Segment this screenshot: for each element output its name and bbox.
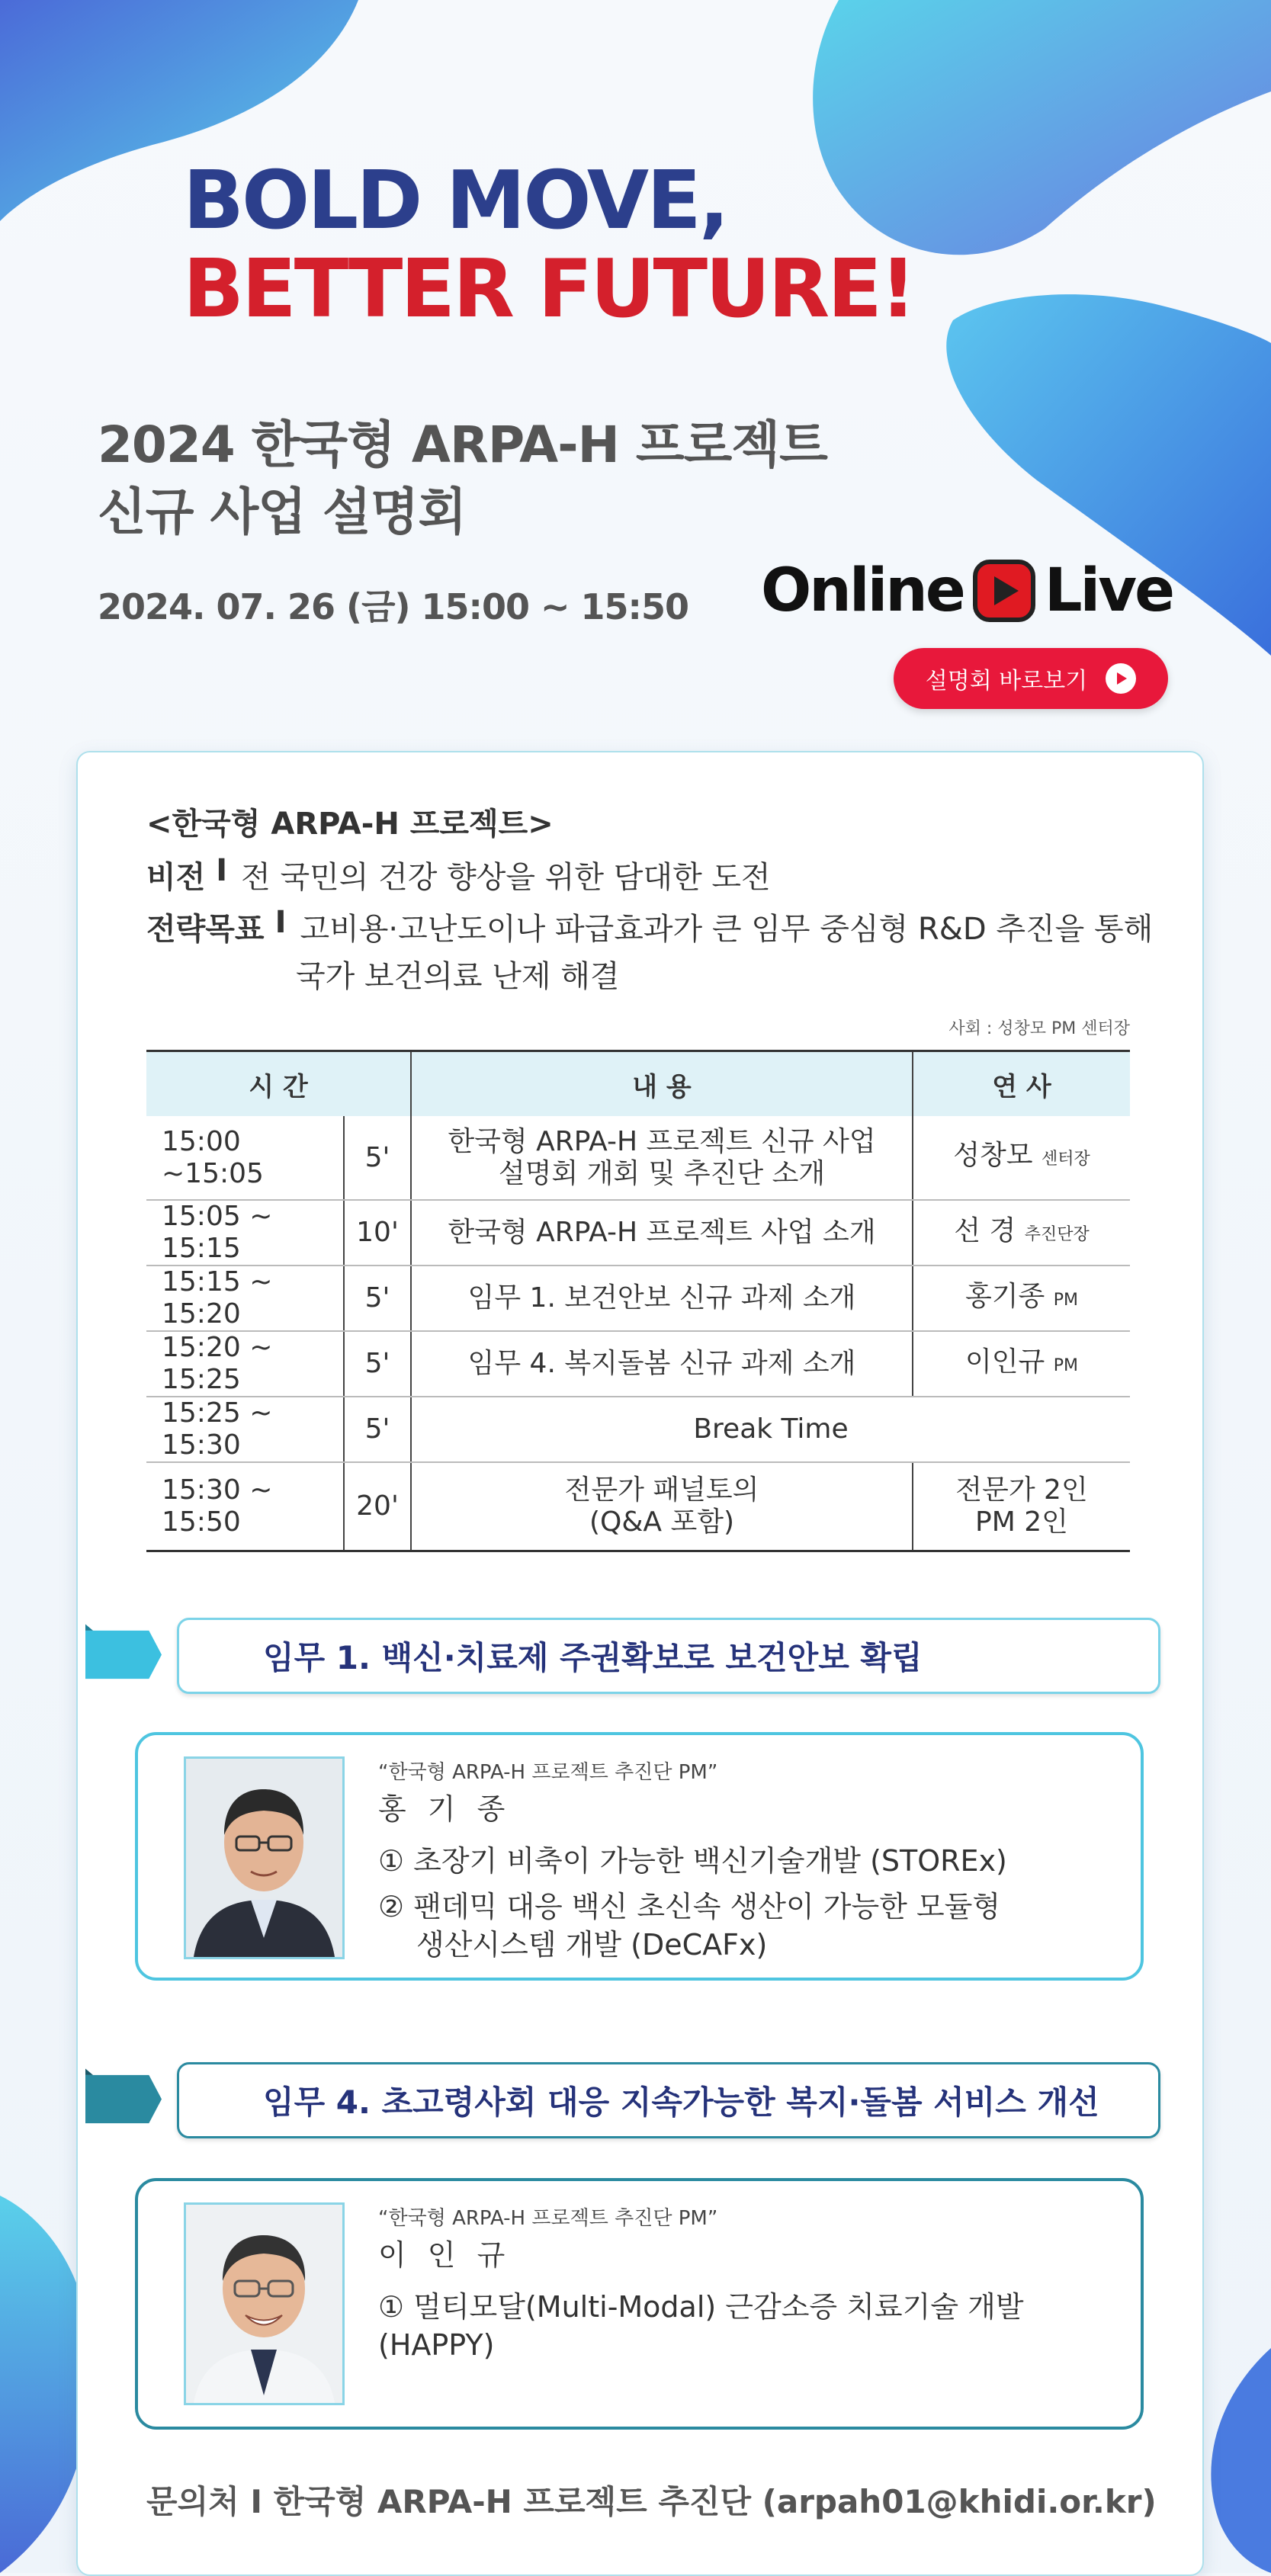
hero-line-2: BETTER FUTURE!: [183, 242, 914, 335]
event-title-line-2: 신규 사업 설명회: [98, 483, 467, 541]
row-speaker: [913, 1331, 1130, 1397]
row-time: 15:15 ~ 15:20: [146, 1266, 344, 1331]
table-row: [146, 1331, 1130, 1397]
goal-text-1: 고비용·고난도이나 파급효과가 큰 임무 중심형 R&D 추진을 통해: [300, 912, 1154, 947]
speaker-name: 성창모: [953, 1140, 1033, 1171]
row-content-break: Break Time: [411, 1397, 1130, 1462]
goal-label: 전략목표: [146, 912, 265, 947]
speaker-name: 이인규: [964, 1346, 1045, 1378]
speaker-title: PM: [1053, 1355, 1079, 1375]
play-icon: [1106, 663, 1136, 694]
row-content-line-2: 설명회 개회 및 추진단 소개: [498, 1157, 826, 1189]
person-photo-icon: [184, 2202, 345, 2405]
row-content: 임무 1. 보건안보 신규 과제 소개: [411, 1266, 913, 1331]
vision-text: 전 국민의 건강 향상을 위한 담대한 도전: [241, 860, 771, 895]
row-time: 15:20 ~ 15:25: [146, 1331, 344, 1397]
row-duration: 5': [344, 1331, 411, 1397]
pm-affiliation: “한국형 ARPA-H 프로젝트 추진단 PM”: [378, 1761, 718, 1784]
row-speaker: [913, 1200, 1130, 1266]
goal-text-2: 국가 보건의료 난제 해결: [296, 959, 620, 994]
banner-tab: [85, 2067, 162, 2128]
row-duration: 5': [344, 1266, 411, 1331]
hero-line-1: BOLD MOVE,: [183, 154, 727, 247]
info-card: [76, 751, 1204, 2576]
watch-briefing-button[interactable]: [894, 648, 1168, 709]
host-note: 사회 : 성창모 PM 센터장: [948, 1019, 1130, 1038]
pm-name: 이 인 규: [378, 2238, 512, 2272]
goal-row-2: [296, 952, 620, 996]
mission-4-banner: [93, 2062, 1099, 2138]
mission-1-title: 임무 1. 백신·치료제 주권확보로 보건안보 확립: [177, 1618, 1160, 1694]
hero-headline: [183, 156, 914, 333]
pm-affiliation: “한국형 ARPA-H 프로젝트 추진단 PM”: [378, 2207, 718, 2230]
goal-row: [146, 905, 1153, 948]
speaker-title: 센터장: [1042, 1150, 1090, 1169]
header-speaker: 연 사: [913, 1051, 1130, 1117]
row-content-line-2: (Q&A 포함): [589, 1506, 735, 1538]
vision-label: 비전: [146, 860, 206, 895]
row-time: 15:25 ~ 15:30: [146, 1397, 344, 1462]
row-speaker: [913, 1462, 1130, 1551]
row-content-line-1: 전문가 패널토의: [564, 1474, 759, 1506]
header-time: 시 간: [146, 1051, 411, 1117]
banner-tab: [85, 1622, 162, 1683]
row-duration: 20': [344, 1462, 411, 1551]
table-row: [146, 1266, 1130, 1331]
row-duration: 5': [344, 1116, 411, 1200]
event-date: 2024. 07. 26 (금) 15:00 ~ 15:50: [98, 586, 688, 627]
speaker-line-1: 전문가 2인: [955, 1474, 1088, 1506]
speaker-title: 추진단장: [1024, 1224, 1090, 1244]
person-photo-icon: [184, 1756, 345, 1959]
separator: I: [274, 905, 287, 940]
row-content: [411, 1116, 913, 1200]
row-speaker: [913, 1116, 1130, 1200]
youtube-play-icon: [973, 560, 1035, 622]
table-row: [146, 1462, 1130, 1551]
event-title: [98, 412, 827, 546]
event-title-line-1: 2024 한국형 ARPA-H 프로젝트: [98, 415, 827, 474]
row-content-line-1: 한국형 ARPA-H 프로젝트 신규 사업: [448, 1125, 876, 1157]
speaker-name: 선 경: [954, 1214, 1016, 1246]
speaker-name: 홍기종: [964, 1280, 1045, 1312]
table-row: [146, 1397, 1130, 1462]
row-duration: 10': [344, 1200, 411, 1266]
row-content: 임무 4. 복지돌봄 신규 과제 소개: [411, 1331, 913, 1397]
row-content: [411, 1462, 913, 1551]
row-speaker: [913, 1266, 1130, 1331]
mission-4-title: 임무 4. 초고령사회 대응 지속가능한 복지·돌봄 서비스 개선: [177, 2062, 1160, 2138]
table-row: [146, 1116, 1130, 1200]
pm-task-2: [378, 1888, 1000, 1964]
project-title: <한국형 ARPA-H 프로젝트>: [146, 807, 554, 842]
watch-briefing-label: 설명회 바로보기: [925, 668, 1088, 695]
vision-row: [146, 853, 771, 897]
separator: I: [216, 853, 228, 888]
row-duration: 5': [344, 1397, 411, 1462]
row-time: 15:30 ~ 15:50: [146, 1462, 344, 1551]
row-time: 15:05 ~ 15:15: [146, 1200, 344, 1266]
mission-1-banner: [93, 1618, 1084, 1694]
pm-task-1: ① 초장기 비축이 가능한 백신기술개발 (STOREx): [378, 1844, 1007, 1878]
pm-card-hong: [135, 1732, 1144, 1981]
online-live-logo: [761, 553, 1173, 629]
pm-task-2-line-1: ② 팬데믹 대응 백신 초신속 생산이 가능한 모듈형: [378, 1890, 1001, 1923]
table-header-row: [146, 1051, 1130, 1117]
live-text: Live: [1044, 557, 1173, 625]
pm-name: 홍 기 종: [378, 1792, 512, 1826]
table-row: [146, 1200, 1130, 1266]
speaker-line-2: PM 2인: [975, 1506, 1068, 1538]
pm-task-1: ① 멀티모달(Multi-Modal) 근감소증 치료기술 개발 (HAPPY): [378, 2290, 1024, 2362]
schedule-table: [146, 1050, 1130, 1552]
pm-card-lee: [135, 2178, 1144, 2430]
online-text: Online: [761, 557, 964, 625]
contact-info: 문의처 I 한국형 ARPA-H 프로젝트 추진단 (arpah01@khidi.or.kr): [146, 2483, 1157, 2520]
speaker-title: PM: [1053, 1290, 1079, 1310]
pm-task-2-line-2: 생산시스템 개발 (DeCAFx): [416, 1928, 768, 1962]
row-time: 15:00 ~15:05: [146, 1116, 344, 1200]
row-content: 한국형 ARPA-H 프로젝트 사업 소개: [411, 1200, 913, 1266]
header-content: 내 용: [411, 1051, 913, 1117]
